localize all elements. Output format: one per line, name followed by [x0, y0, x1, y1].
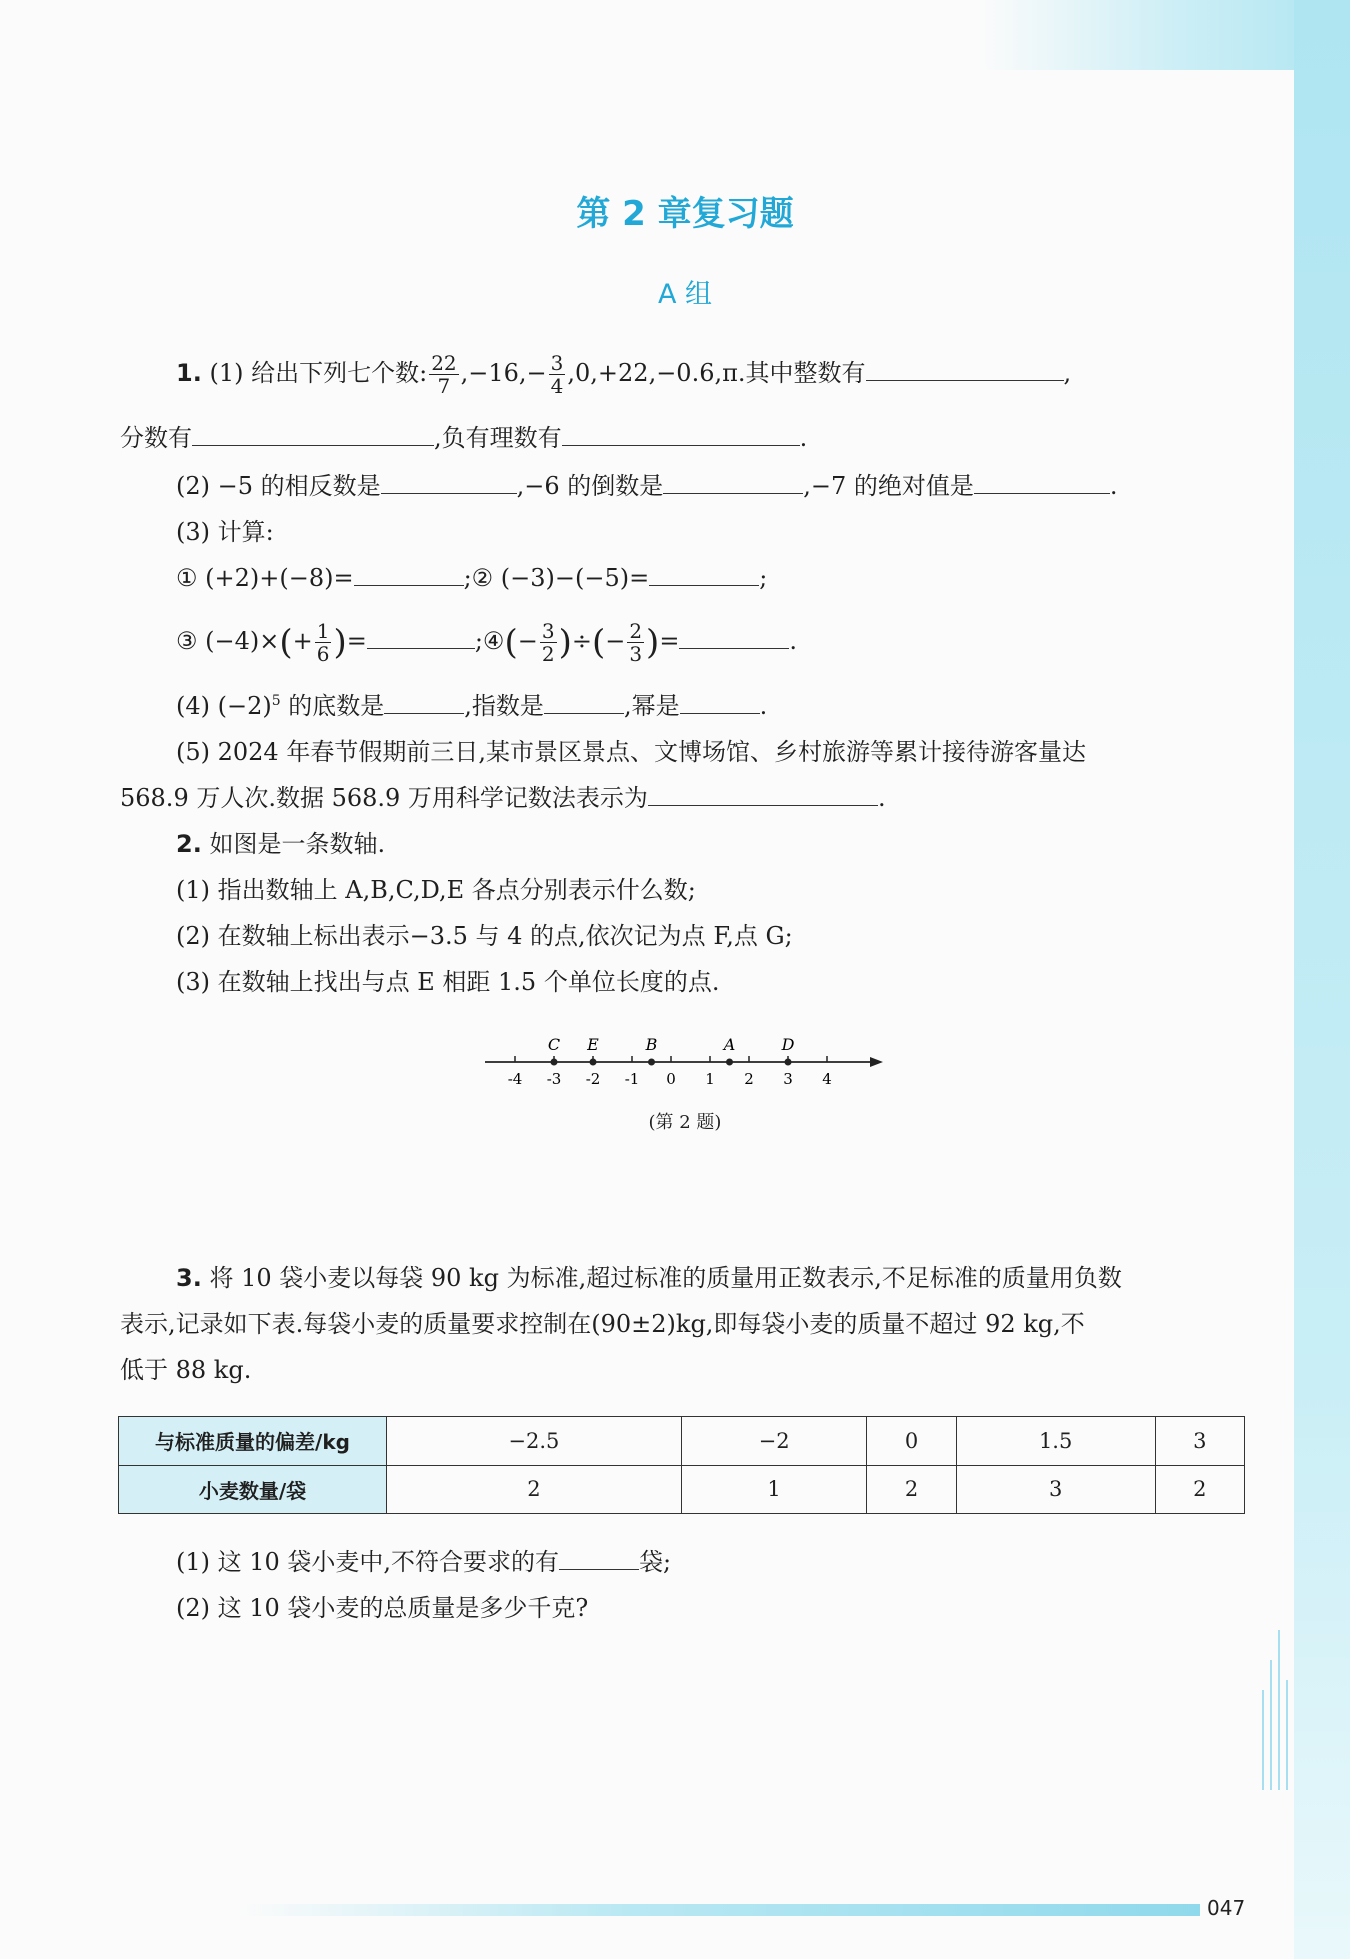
answer-blank[interactable]: [384, 709, 464, 714]
table-row: [119, 1465, 1245, 1514]
group-heading: A 组: [657, 279, 713, 310]
answer-blank[interactable]: [663, 489, 803, 494]
number-line-arrow: [870, 1057, 883, 1067]
tick-label: -1: [624, 1070, 640, 1088]
tick-label: -4: [507, 1070, 523, 1088]
fraction-3-4: $\frac{3}{4}$: [550, 351, 564, 398]
answer-blank[interactable]: [354, 581, 464, 586]
q3-text: 将 10 袋小麦以每袋 90 kg 为标准,超过标准的质量用正数表示,不足标准的质量用负数: [209, 1264, 1122, 1292]
q1-text: ÷: [571, 627, 592, 655]
q1-line-2: [120, 426, 807, 450]
number-line-figure: [485, 1028, 885, 1098]
page-number: 047: [1207, 1896, 1246, 1920]
answer-blank[interactable]: [367, 644, 475, 649]
q1-line-1: [176, 352, 1071, 397]
q2-text: 如图是一条数轴.: [209, 830, 386, 858]
q1-text: .: [877, 784, 886, 812]
q3-sub-1: [176, 1550, 671, 1574]
point-label-B: B: [645, 1035, 658, 1054]
q1-text: .: [759, 692, 768, 720]
q1-text: .: [799, 424, 808, 452]
q3-line-1: [176, 1266, 1122, 1290]
q1-part-2: [176, 474, 1118, 498]
q1-text: (1) 给出下列七个数:: [209, 359, 428, 387]
fraction-1-6: $\frac{1}{6}$: [316, 619, 330, 666]
table-cell: 3: [1155, 1417, 1244, 1466]
table-header-deviation: 与标准质量的偏差/kg: [119, 1417, 387, 1466]
table-cell: −2: [681, 1417, 866, 1466]
q1-text: ① (+2)+(−8)=: [176, 564, 354, 592]
answer-blank[interactable]: [648, 801, 878, 806]
q1-text: ;: [759, 564, 768, 592]
point-label-A: A: [723, 1035, 736, 1054]
fraction-2-3: $\frac{2}{3}$: [629, 619, 643, 666]
q1-text: 分数有: [120, 424, 192, 452]
q1-text: −: [605, 627, 626, 655]
answer-blank[interactable]: [679, 644, 789, 649]
fraction-22-7: $\frac{22}{7}$: [431, 351, 457, 398]
answer-blank[interactable]: [649, 581, 759, 586]
answer-blank[interactable]: [544, 709, 624, 714]
exponent: 5: [271, 693, 281, 709]
q1-text: ,负有理数有: [434, 424, 562, 452]
q1-text: ;② (−3)−(−5)=: [463, 564, 650, 592]
table-cell: 2: [867, 1465, 956, 1514]
point-A: [726, 1059, 733, 1066]
point-E: [590, 1059, 597, 1066]
q1-text: ,指数是: [464, 692, 544, 720]
q1-part-4: [176, 694, 767, 718]
point-label-E: E: [587, 1035, 599, 1054]
q1-text: =: [659, 627, 680, 655]
answer-blank[interactable]: [562, 441, 800, 446]
q1-number: 1.: [176, 359, 202, 387]
q1-text: 的底数是: [280, 692, 385, 720]
decorative-bottom-band: [240, 1904, 1200, 1916]
point-label-D: D: [781, 1035, 795, 1054]
q1-text: ,−7 的绝对值是: [803, 472, 974, 500]
tick-label: -3: [546, 1070, 562, 1088]
q3-number: 3.: [176, 1264, 202, 1292]
table-cell: −2.5: [387, 1417, 682, 1466]
q3-line-3: 低于 88 kg.: [120, 1356, 252, 1384]
fraction-3-2: $\frac{3}{2}$: [541, 619, 555, 666]
q2-intro: [176, 832, 385, 856]
q1-text: 568.9 万人次.数据 568.9 万用科学记数法表示为: [120, 784, 648, 812]
q1-text: ,−6 的倒数是: [516, 472, 664, 500]
q3-line-2: 表示,记录如下表.每袋小麦的质量要求控制在(90±2)kg,即每袋小麦的质量不超过 92 kg,不: [120, 1310, 1085, 1338]
q1-text: ③ (−4)×: [176, 627, 280, 655]
q1-text: +: [292, 627, 313, 655]
point-B: [648, 1059, 655, 1066]
answer-blank[interactable]: [192, 441, 434, 446]
q1-text: (2) −5 的相反数是: [176, 472, 381, 500]
q2-number: 2.: [176, 830, 202, 858]
q3-text: 袋;: [639, 1548, 672, 1576]
answer-blank[interactable]: [974, 489, 1110, 494]
tick-label: 2: [744, 1070, 754, 1088]
tick-label: 0: [666, 1070, 676, 1088]
answer-blank[interactable]: [559, 1565, 639, 1570]
q1-calc-3-4: ③ (−4)×(+ $\frac{1}{6}$ )= ;④(− $\frac{3}{2}$ )÷(− $\frac{2}{3}$ )= .: [176, 619, 798, 666]
figure-caption: (第 2 题): [648, 1112, 722, 1133]
q1-text: (4) (−2): [176, 692, 272, 720]
q1-text: =: [346, 627, 367, 655]
table-cell: 2: [1155, 1465, 1244, 1514]
table-cell: 1.5: [956, 1417, 1155, 1466]
q2-sub-3: (3) 在数轴上找出与点 E 相距 1.5 个单位长度的点.: [176, 968, 720, 996]
q1-part-5-line-1: (5) 2024 年春节假期前三日,某市景区景点、文博场馆、乡村旅游等累计接待游客量达: [176, 738, 1086, 766]
tick-label: 3: [783, 1070, 793, 1088]
table-header-count: 小麦数量/袋: [119, 1465, 387, 1514]
q1-text: ,: [1063, 359, 1072, 387]
answer-blank[interactable]: [680, 709, 760, 714]
q1-text: ,幂是: [623, 692, 680, 720]
q1-text: .: [1109, 472, 1118, 500]
tick-label: 1: [705, 1070, 715, 1088]
q1-part-5-line-2: [120, 786, 886, 810]
tick-label: 4: [822, 1070, 832, 1088]
page-title: 第 2 章复习题: [576, 194, 794, 234]
answer-blank[interactable]: [381, 489, 517, 494]
point-C: [551, 1059, 558, 1066]
answer-blank[interactable]: [866, 376, 1064, 381]
table-cell: 0: [867, 1417, 956, 1466]
table-cell: 1: [681, 1465, 866, 1514]
q1-part-3: (3) 计算:: [176, 518, 274, 546]
q1-text: ,−16,−: [460, 359, 547, 387]
table-row: [119, 1417, 1245, 1466]
table-cell: 2: [387, 1465, 682, 1514]
point-label-C: C: [547, 1035, 561, 1054]
q1-text: ;④: [474, 627, 505, 655]
wheat-deviation-table: [118, 1416, 1245, 1514]
q1-text: .: [789, 627, 798, 655]
q1-calc-1-2: [176, 566, 767, 590]
q2-sub-2: (2) 在数轴上标出表示−3.5 与 4 的点,依次记为点 F,点 G;: [176, 922, 793, 950]
q3-text: (1) 这 10 袋小麦中,不符合要求的有: [176, 1548, 560, 1576]
q1-text: ,0,+22,−0.6,π.其中整数有: [567, 359, 866, 387]
q1-text: −: [517, 627, 538, 655]
q2-sub-1: (1) 指出数轴上 A,B,C,D,E 各点分别表示什么数;: [176, 876, 696, 904]
tick-label: -2: [585, 1070, 601, 1088]
table-cell: 3: [956, 1465, 1155, 1514]
point-D: [785, 1059, 792, 1066]
q3-sub-2: (2) 这 10 袋小麦的总质量是多少千克?: [176, 1594, 589, 1622]
